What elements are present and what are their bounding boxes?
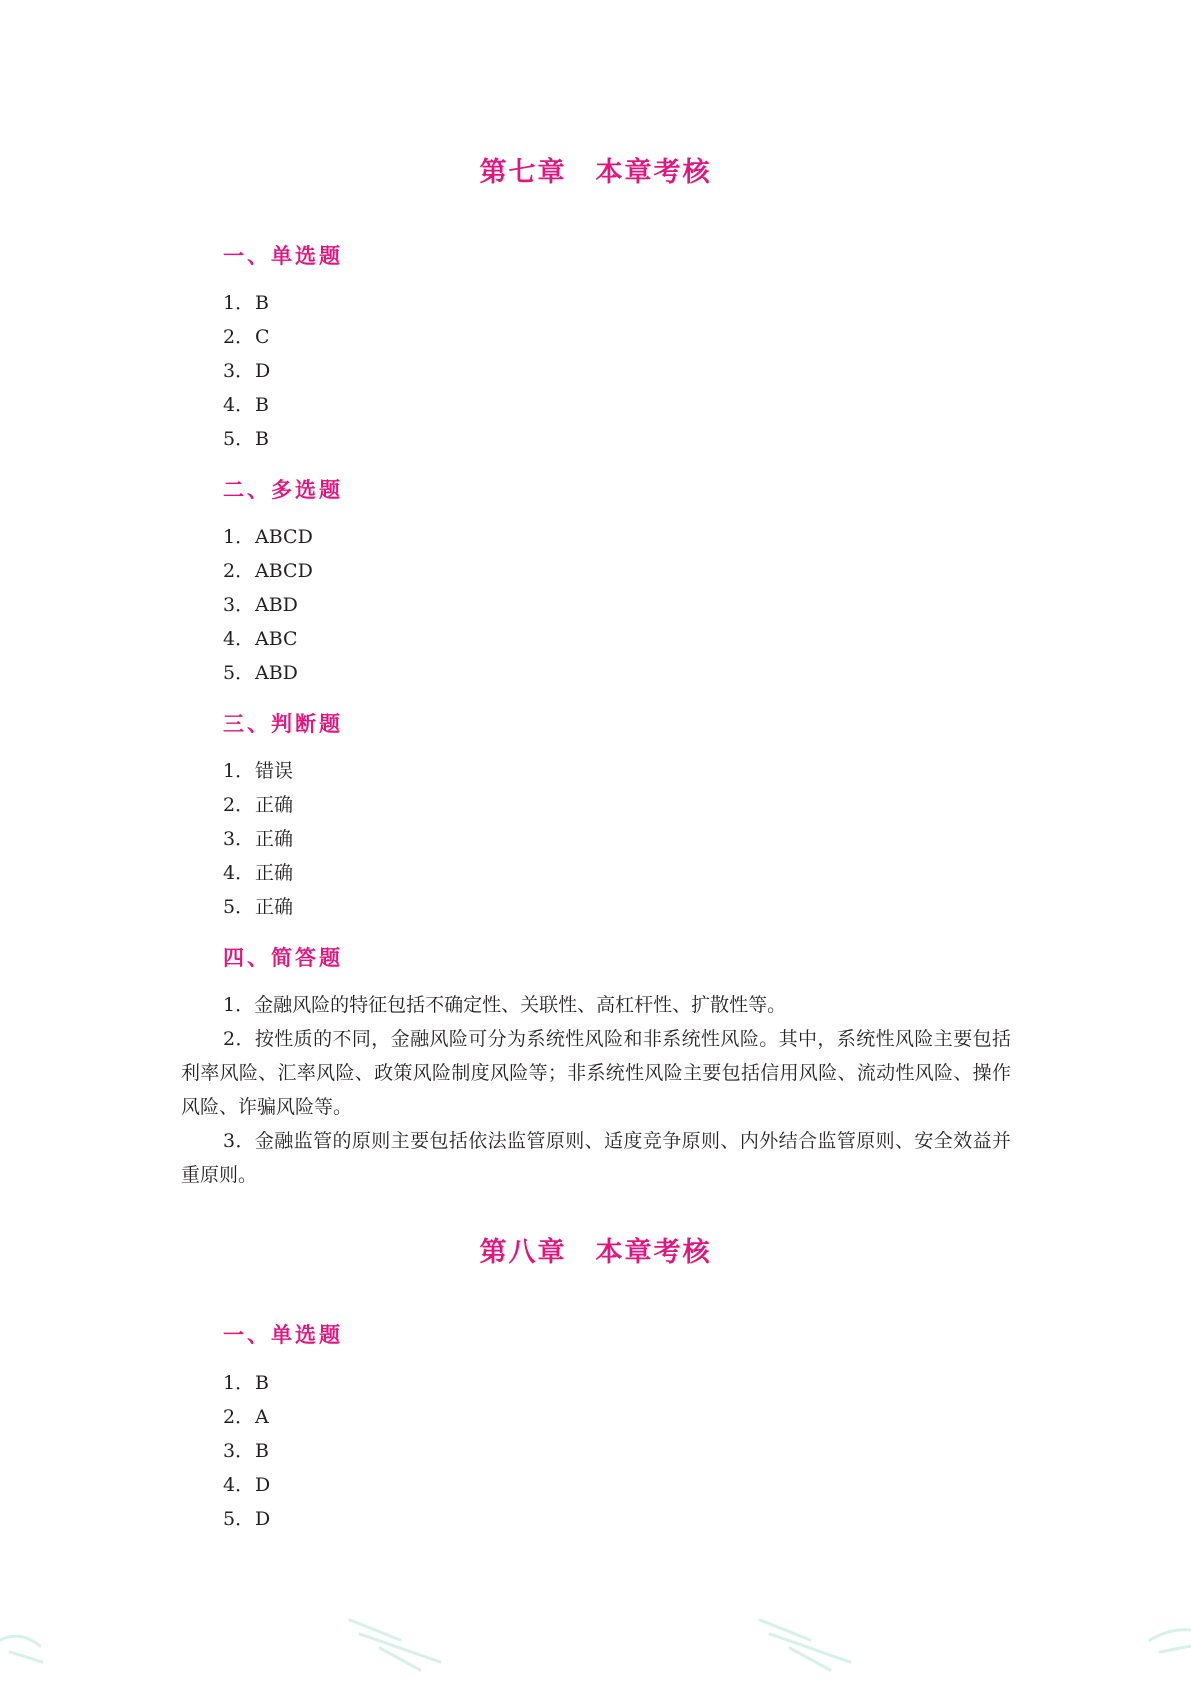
ch8-single-answer-3: 3．B [223,1440,269,1462]
ch7-tf-answer-1: 1．错误 [223,760,294,782]
ch7-multi-answer-3: 3．ABD [223,594,298,616]
ch7-short-answer-3: 3．金融监管的原则主要包括依法监管原则、适度竞争原则、内外结合监管原则、安全效益并重原则。 [181,1130,1011,1186]
ch7-single-choice-heading: 一、单选题 [223,243,343,268]
watermark-decoration [0,1600,1191,1684]
ch7-short-answer-heading: 四、简答题 [223,945,343,970]
ch8-single-answer-5: 5．D [223,1508,271,1530]
ch7-multi-choice-heading: 二、多选题 [223,477,343,502]
ch7-multi-answer-1: 1．ABCD [223,526,313,548]
ch7-tf-answer-4: 4．正确 [223,862,294,884]
ch7-tf-answer-2: 2．正确 [223,794,294,816]
watermark-mark-1 [0,1636,42,1662]
ch7-multi-answer-2: 2．ABCD [223,560,313,582]
ch7-single-answer-4: 4．B [223,394,269,416]
ch7-short-answer-1: 1．金融风险的特征包括不确定性、关联性、高杠杆性、扩散性等。 [223,994,787,1016]
ch7-true-false-heading: 三、判断题 [223,711,343,736]
ch7-single-answer-1: 1．B [223,292,269,314]
ch7-single-answer-2: 2．C [223,326,270,348]
watermark-mark-3 [760,1620,850,1670]
ch7-tf-answer-3: 3．正确 [223,828,294,850]
chapter-8-title: 第八章 本章考核 [479,1237,712,1268]
ch8-single-answer-2: 2．A [223,1406,269,1428]
ch8-single-answer-4: 4．D [223,1474,271,1496]
chapter-7-title: 第七章 本章考核 [479,157,712,188]
ch7-multi-answer-5: 5．ABD [223,662,298,684]
watermark-mark-4 [1150,1630,1191,1652]
watermark-mark-2 [350,1620,440,1670]
ch7-single-answer-3: 3．D [223,360,271,382]
ch7-single-answer-5: 5．B [223,428,269,450]
ch8-single-answer-1: 1．B [223,1372,269,1394]
ch7-short-answer-2: 2．按性质的不同，金融风险可分为系统性风险和非系统性风险。其中，系统性风险主要包括利率风险、汇率风险、政策风险制度风险等；非系统性风险主要包括信用风险、流动性风险、操作风险、诈骗风险等。 [181,1028,1011,1118]
ch8-single-choice-heading: 一、单选题 [223,1322,343,1347]
ch7-tf-answer-5: 5．正确 [223,896,294,918]
ch7-multi-answer-4: 4．ABC [223,628,298,650]
